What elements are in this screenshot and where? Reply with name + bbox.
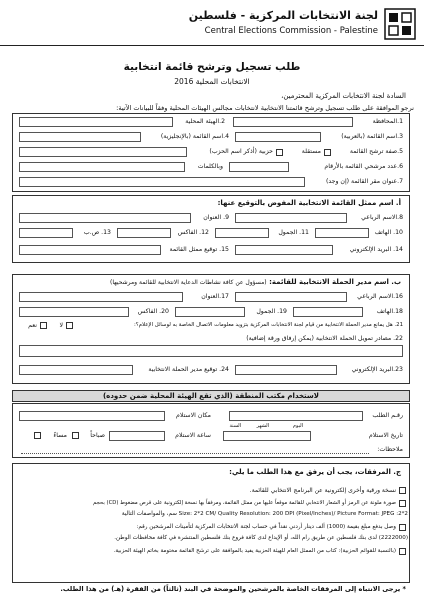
candidates-words-input[interactable] bbox=[19, 162, 185, 172]
attachment-1: نسخة ورقية وأخرى إلكترونية عن البرنامج الانتخابي للقائمة. bbox=[249, 487, 396, 494]
manager-signature-label: 24. توقيع مدير الحملة الانتخابية bbox=[148, 366, 229, 373]
section-campaign-manager bbox=[12, 274, 410, 384]
rep-email-label: 14. البريد الإلكتروني bbox=[349, 246, 403, 253]
manager-phone-label: 18.الهاتف bbox=[376, 308, 403, 315]
campaign-manager-heading-note: (مسؤول عن كافة نشاطات الدعاية الانتخابية للقائمة ومرشحيها) bbox=[110, 279, 267, 286]
rep-address-input[interactable] bbox=[19, 213, 191, 223]
attachment-3-account: (2222000) لدى بنك فلسطين عن طريق رام الله، أو الإيداع لدى كافة فروع بنك فلسطين المنتشرة في كافة محافظات الوطن. bbox=[114, 535, 408, 541]
list-name-ar-input[interactable] bbox=[235, 132, 321, 142]
rep-signature-input[interactable] bbox=[19, 245, 161, 255]
pm-checkbox[interactable] bbox=[34, 432, 41, 439]
manager-name-label: 16.الاسم الرباعي bbox=[357, 293, 403, 300]
rep-email-input[interactable] bbox=[235, 245, 333, 255]
partisan-label: حزبية (أذكر اسم الحزب) bbox=[209, 148, 273, 155]
manager-address-input[interactable] bbox=[19, 292, 183, 302]
org-name-english: Central Elections Commission - Palestine bbox=[204, 26, 378, 36]
media-consent-yes-checkbox[interactable] bbox=[40, 322, 47, 329]
intro-text: نرجو الموافقة على طلب تسجيل وترشح قائمتنا الانتخابية لانتخابات مجالس الهيئات المحلية وفقاً للبيانات الآتية: bbox=[116, 104, 414, 112]
media-consent-no-label: لا bbox=[59, 322, 63, 329]
manager-email-label: 23.البريد الإلكتروني bbox=[351, 366, 403, 373]
rep-pobox-label: 13. ص.ب bbox=[83, 229, 111, 236]
local-body-label: 2.الهيئة المحلية bbox=[185, 118, 225, 125]
media-consent-no-checkbox[interactable] bbox=[66, 322, 73, 329]
attachment-3-checkbox[interactable] bbox=[399, 524, 406, 531]
receipt-place-label: مكان الاستلام bbox=[176, 412, 211, 419]
am-label: صباحاً bbox=[90, 432, 105, 439]
attachments-footer-note: * يرجى الانتباه إلى المرفقات الخاصة بالمرشحين والموضحة في البند (ثالثاً) من الفقرة (هـ) من هذا الطلب. bbox=[60, 585, 406, 593]
hq-address-label: 7.عنوان مقر القائمة (إن وجد) bbox=[325, 178, 403, 185]
rep-fax-input[interactable] bbox=[117, 228, 171, 238]
header-divider bbox=[0, 45, 424, 46]
cec-logo-icon bbox=[384, 8, 416, 40]
media-consent-yes-label: نعم bbox=[28, 322, 37, 329]
campaign-manager-heading-text: ب. اسم مدير الحملة الانتخابية للقائمة: bbox=[269, 278, 401, 286]
manager-mobile-label: 19. الجمول bbox=[256, 308, 287, 315]
day-label: اليوم bbox=[292, 423, 303, 429]
independent-label: مستقلة bbox=[301, 148, 321, 155]
receipt-number-input[interactable] bbox=[229, 411, 363, 421]
rep-phone-label: 10. الهاتف bbox=[374, 229, 403, 236]
pm-label: مساءً bbox=[53, 432, 67, 439]
list-name-en-input[interactable] bbox=[19, 132, 141, 142]
hq-address-input[interactable] bbox=[19, 177, 305, 187]
rep-phone-input[interactable] bbox=[315, 228, 369, 238]
rep-address-label: 9. العنوان bbox=[203, 214, 229, 221]
manager-fax-label: 20. الفاكس bbox=[137, 308, 169, 315]
greeting: السادة لجنة الانتخابات المركزية المحترمين، bbox=[281, 92, 406, 100]
candidates-words-label: وبالكلمات bbox=[197, 163, 223, 170]
am-checkbox[interactable] bbox=[72, 432, 79, 439]
attachment-2: صورة ملونة عن الرمز أو الشعار الانتخابي للقائمة موقعاً عليها من ممثل القائمة، ومرفقاً بها نسخة إلكترونية على قرص مضغوط (CD) بحجم bbox=[92, 500, 396, 506]
media-consent-question: 21. هل يمانع مدير الحملة الانتخابية من قيام لجنة الانتخابات المركزية بتزويد معلومات الاتصال الخاصة به لوسائل الإعلام؟: bbox=[133, 322, 403, 328]
org-name-arabic: لجنة الانتخابات المركزية - فلسطين bbox=[188, 9, 378, 22]
notes-label: ملاحظات: bbox=[377, 446, 403, 453]
form-subtitle: الانتخابات المحلية 2016 bbox=[174, 77, 250, 86]
section-representative bbox=[12, 195, 410, 263]
receipt-date-label: تاريخ الاستلام bbox=[368, 432, 403, 439]
list-type-label: 5.صفة ترشح القائمة bbox=[349, 148, 403, 155]
office-use-heading: لاستخدام مكتب المنطقة (الذي تقع الهيئة المحلية ضمن حدوده) bbox=[12, 390, 410, 402]
rep-pobox-input[interactable] bbox=[19, 228, 73, 238]
manager-email-input[interactable] bbox=[235, 365, 337, 375]
attachment-2-checkbox[interactable] bbox=[399, 500, 406, 507]
manager-mobile-input[interactable] bbox=[175, 307, 245, 317]
attachments-heading: ج. المرفقات، يجب أن يرفق مع هذا الطلب ما يلي: bbox=[229, 468, 401, 476]
form-title: طلب تسجيل وترشح قائمة انتخابية bbox=[123, 61, 301, 73]
receipt-number-label: رقـم الطلب bbox=[372, 412, 403, 419]
section-list-info bbox=[12, 113, 410, 192]
section-office-use bbox=[12, 403, 410, 458]
independent-checkbox[interactable] bbox=[324, 149, 331, 156]
attachment-3: وصل بدفع مبلغ بقيمة (1000) ألف دينار أردني نقداً في حساب لجنة الانتخابات المركزية لتأمينات المرشحين رقم: bbox=[136, 524, 396, 530]
candidates-count-label: 6.عدد مرشحي القائمة بالأرقام bbox=[324, 163, 403, 170]
representative-heading: أ. اسم ممثل القائمة الانتخابية المفوض بالتوقيع عنها: bbox=[217, 199, 401, 207]
receipt-time-input[interactable] bbox=[109, 431, 165, 441]
list-name-ar-label: 3.اسم القائمة (بالعربية) bbox=[341, 133, 403, 140]
rep-mobile-label: 11. الجمول bbox=[278, 229, 309, 236]
funding-sources-label: 22. مصادر تمويل الحملة الانتخابية (يمكن إرفاق ورقة إضافية) bbox=[246, 335, 403, 342]
rep-name-label: 8.الاسم الرباعي bbox=[361, 214, 403, 221]
attachment-1-checkbox[interactable] bbox=[399, 487, 406, 494]
manager-address-label: 17.العنوان bbox=[201, 293, 229, 300]
partisan-checkbox[interactable] bbox=[276, 149, 283, 156]
year-label: السنة bbox=[229, 423, 241, 429]
manager-name-input[interactable] bbox=[235, 292, 347, 302]
list-name-en-label: 4.اسم القائمة (بالإنجليزية) bbox=[160, 133, 229, 140]
governorate-input[interactable] bbox=[233, 117, 353, 127]
receipt-place-input[interactable] bbox=[19, 411, 165, 421]
funding-sources-input[interactable] bbox=[19, 345, 403, 357]
section-attachments bbox=[12, 463, 410, 583]
receipt-time-label: ساعة الاستلام bbox=[175, 432, 211, 439]
attachment-2-specs: Size: 2*2 CM/ Quality Resolution: 200 DPI (Pixel/Inches)/ Picture Format: JPEG :2*2 سم، والمواصفات التالية bbox=[121, 511, 408, 517]
receipt-date-input[interactable] bbox=[223, 431, 311, 441]
rep-mobile-input[interactable] bbox=[215, 228, 269, 238]
campaign-manager-heading bbox=[110, 278, 401, 286]
rep-name-input[interactable] bbox=[235, 213, 347, 223]
manager-fax-input[interactable] bbox=[19, 307, 129, 317]
party-name-input[interactable] bbox=[19, 147, 187, 157]
attachment-4-checkbox[interactable] bbox=[399, 548, 406, 555]
candidates-count-input[interactable] bbox=[229, 162, 289, 172]
attachment-4: (بالنسبة للقوائم الحزبية): كتاب من الممثل العام للهيئة الحزبية يفيد بالموافقة على ترشح القائمة مختومة بخاتم الهيئة الحزبية. bbox=[113, 548, 396, 554]
notes-line[interactable] bbox=[21, 453, 369, 454]
manager-phone-input[interactable] bbox=[293, 307, 363, 317]
local-body-input[interactable] bbox=[19, 117, 173, 127]
rep-fax-label: 12. الفاكس bbox=[177, 229, 209, 236]
manager-signature-input[interactable] bbox=[19, 365, 133, 375]
month-label: الشهر bbox=[256, 423, 269, 429]
governorate-label: 1.المحافظة bbox=[372, 118, 403, 125]
rep-signature-label: 15. توقيع ممثل القائمة bbox=[169, 246, 229, 253]
